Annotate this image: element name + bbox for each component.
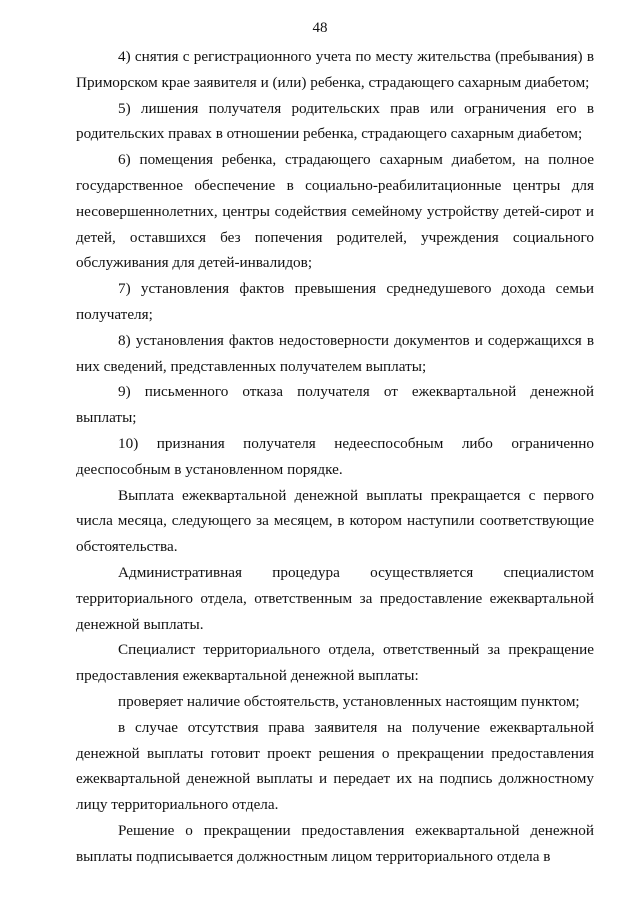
paragraph-check-circumstances: проверяет наличие обстоятельств, установленных настоящим пунктом; bbox=[118, 692, 580, 710]
paragraph-item-5: 5) лишения получателя родительских прав или ограничения его в родительских правах в отношении ребенка, страдающего сахарным диабетом; bbox=[76, 99, 594, 143]
paragraph-specialist-duties: Специалист территориального отдела, ответственный за прекращение предоставления ежеквартальной денежной выплаты: bbox=[76, 641, 594, 685]
document-body bbox=[76, 44, 594, 870]
paragraph-item-7: 7) установления фактов превышения среднедушевого дохода семьи получателя; bbox=[76, 280, 594, 323]
paragraph-termination-date: Выплата ежеквартальной денежной выплаты прекращается с первого числа месяца, следующего за месяцем, в котором наступили соответствующие обстоятельства. bbox=[76, 486, 594, 556]
paragraph-draft-decision: в случае отсутствия права заявителя на получение ежеквартальной денежной выплаты готовит проект решения о прекращении предоставления ежеквартальной денежной выплаты и передает их на подпись должностному лицу территориального отдела. bbox=[76, 718, 594, 814]
paragraph-administrative-procedure: Административная процедура осуществляется специалистом территориального отдела, ответственным за предоставление ежеквартальной денежной выплаты. bbox=[76, 563, 594, 633]
paragraph-item-8: 8) установления фактов недостоверности документов и содержащихся в них сведений, представленных получателем выплаты; bbox=[76, 331, 594, 375]
paragraph-item-4: 4) снятия с регистрационного учета по месту жительства (пребывания) в Приморском крае заявителя и (или) ребенка, страдающего сахарным диабетом; bbox=[76, 48, 594, 91]
paragraph-item-10: 10) признания получателя недееспособным либо ограниченно дееспособным в установленном порядке. bbox=[76, 434, 594, 478]
paragraph-item-9: 9) письменного отказа получателя от ежеквартальной денежной выплаты; bbox=[76, 383, 594, 427]
paragraph-item-6: 6) помещения ребенка, страдающего сахарным диабетом, на полное государственное обеспечение в социально-реабилитационные центры для несовершеннолетних, центры содействия семейному устройству детей-сирот и детей, оставшихся без попечения родителей, учреждения социального обслуживания для детей-инвалидов; bbox=[76, 151, 594, 272]
paragraph-decision-signing: Решение о прекращении предоставления ежеквартальной денежной выплаты подписывается должностным лицом территориального отдела в bbox=[76, 821, 594, 865]
page-number: 48 bbox=[312, 20, 328, 36]
